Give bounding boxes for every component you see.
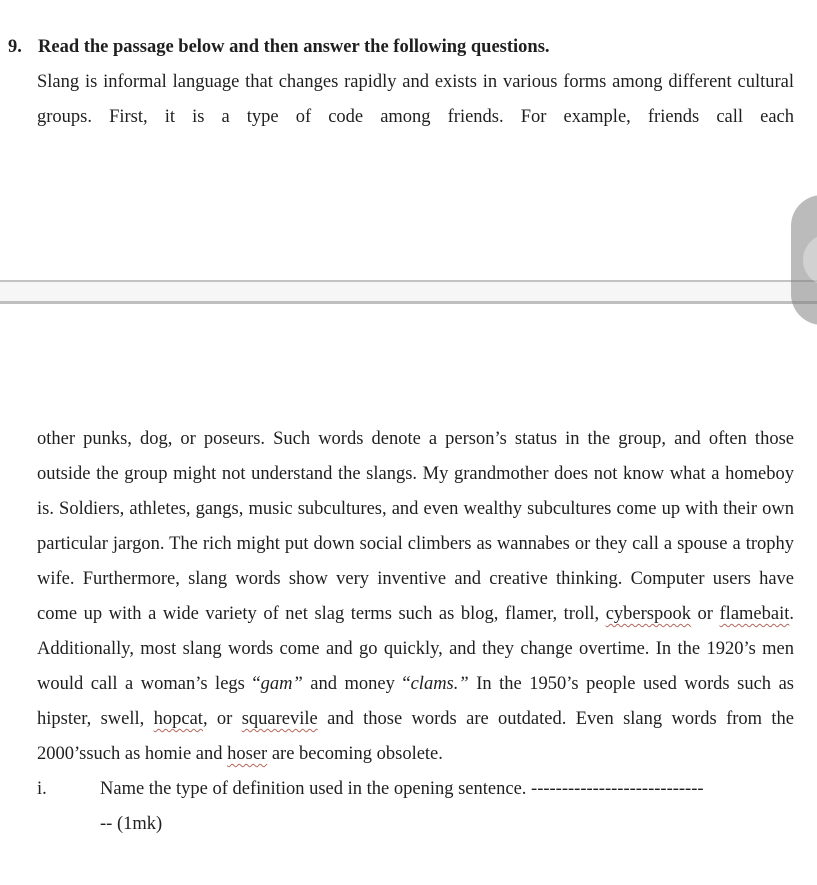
subquestion-body (100, 772, 794, 842)
passage-segment: clams.” (410, 674, 469, 694)
page-1 (8, 30, 798, 135)
passage-segment: or (690, 604, 720, 624)
question-heading-row (8, 30, 798, 65)
passage-paragraph-page1: Slang is informal language that changes rapidly and exists in various forms among different cultural groups. First, it is a type of code among friends. For example, friends call each (37, 72, 794, 127)
misspelled-word: cyberspook (605, 604, 691, 624)
subquestion-row (37, 772, 794, 842)
passage-segment: . Additionally, most slang words come and go quickly, and they change overtime. In the 1920’s men would call a woman’s legs “ (37, 604, 794, 694)
passage-segment: and those words are outdated. Even slang words from the 2000’ssuch as homie and (37, 709, 794, 764)
question-number: 9. (8, 37, 22, 57)
passage-segment: other punks, dog, or poseurs. Such words denote a person’s status in the group, and often those outside the group might not understand the slangs. My grandmother does not know what a homeboy is. Soldiers, athletes, gangs, music subcultures, and even wealthy subcultures come up with their own particular jargon. The rich might put down social climbers as wannabes or they call a spouse a trophy wife. Furthermore, slang words show very inventive and creative thinking. Computer users have come up with a wide variety of net slag terms such as blog, flamer, troll, (37, 429, 794, 624)
passage-segment: and money “ (302, 674, 411, 694)
question-heading: Read the passage below and then answer the following questions. (38, 37, 550, 57)
subquestion-text: Name the type of definition used in the opening sentence. ---------------------------- (100, 779, 704, 799)
misspelled-word: hoser (227, 744, 268, 764)
passage-segment: gam” (260, 674, 303, 694)
page-break-divider (0, 280, 817, 304)
scroll-handle-icon[interactable] (791, 195, 817, 325)
page-2 (37, 422, 794, 842)
misspelled-word: squarevile (241, 709, 318, 729)
passage-segment: are becoming obsolete. (267, 744, 443, 764)
misspelled-word: hopcat (153, 709, 203, 729)
passage-segment: In the 1950’s people used words such as hipster, swell, (37, 674, 794, 729)
subquestion-roman-numeral: i. (37, 779, 47, 799)
scroll-handle-grip-icon (803, 234, 817, 286)
passage-segment: , or (202, 709, 242, 729)
misspelled-word: flamebait (719, 604, 790, 624)
passage-paragraph-page2 (37, 422, 794, 772)
subquestion-marks-line: -- (1mk) (100, 814, 163, 834)
